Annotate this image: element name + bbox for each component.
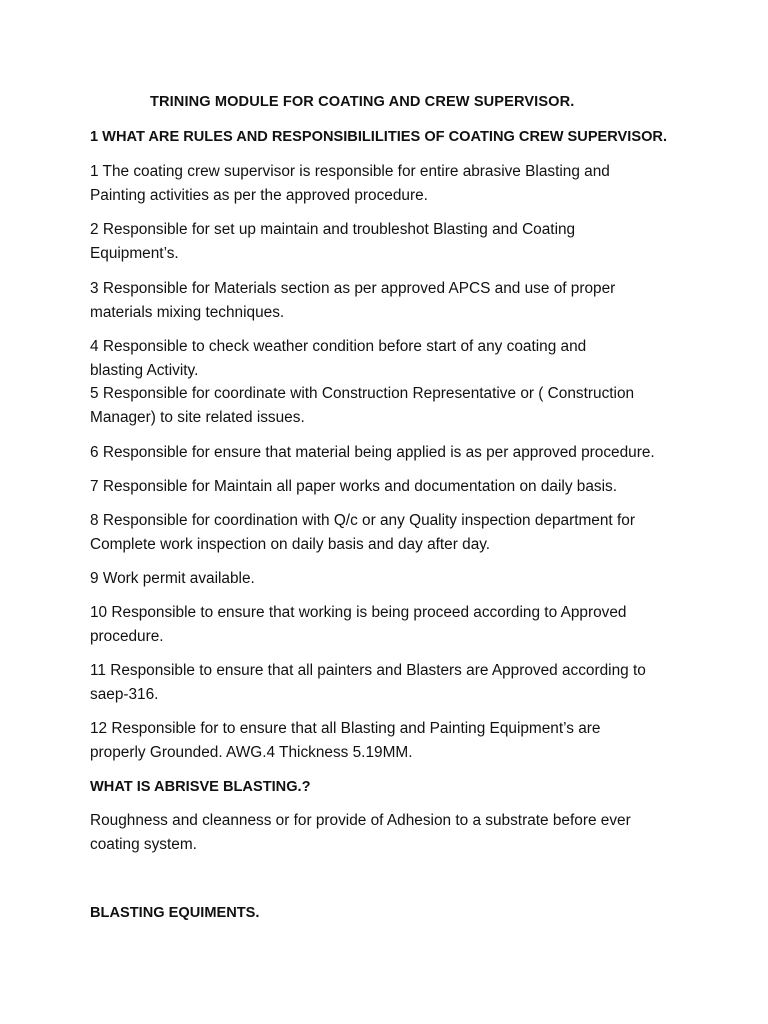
list-item-12-line-2: properly Grounded. AWG.4 Thickness 5.19MM. — [90, 743, 413, 761]
list-item-9-line-1: 9 Work permit available. — [90, 570, 255, 587]
list-item-10-line-1: 10 Responsible to ensure that working is being proceed according to Approved — [90, 604, 627, 621]
list-item-1-line-1: 1 The coating crew supervisor is responsible for entire abrasive Blasting and — [90, 163, 610, 180]
list-item-3-line-2: materials mixing techniques. — [90, 303, 285, 321]
list-item-8-line-2: Complete work inspection on daily basis and day after day. — [90, 535, 491, 553]
list-item-6-line-1: 6 Responsible for ensure that material being applied is as per approved procedure. — [90, 444, 655, 461]
list-item-8-line-1: 8 Responsible for coordination with Q/c or any Quality inspection department for — [90, 512, 635, 529]
list-item-1 — [90, 160, 730, 207]
list-item-8 — [90, 509, 730, 556]
list-item-1-line-2: Painting activities as per the approved procedure. — [90, 186, 428, 204]
list-item-5-line-1: 5 Responsible for coordinate with Construction Representative or ( Construction — [90, 385, 635, 402]
list-item-10-line-2: procedure. — [90, 627, 164, 645]
list-item-2-line-1: 2 Responsible for set up maintain and troubleshot Blasting and Coating — [90, 221, 576, 238]
list-item-7 — [90, 475, 730, 499]
document-title: TRINING MODULE FOR COATING AND CREW SUPERVISOR. — [150, 94, 575, 110]
list-item-3-line-1: 3 Responsible for Materials section as per approved APCS and use of proper — [90, 280, 616, 297]
list-item-2 — [90, 218, 730, 265]
question-heading-rules: 1 WHAT ARE RULES AND RESPONSIBILILITIES OF COATING CREW SUPERVISOR. — [90, 129, 668, 145]
list-item-12 — [90, 717, 730, 764]
answer-abrasive-blasting — [90, 809, 730, 856]
list-item-5-line-2: Manager) to site related issues. — [90, 408, 305, 426]
list-item-11-line-1: 11 Responsible to ensure that all painters and Blasters are Approved according to — [90, 662, 646, 679]
section-heading-blasting-equipments: BLASTING EQUIMENTS. — [90, 905, 260, 921]
list-item-11 — [90, 659, 730, 706]
answer-line-1: Roughness and cleanness or for provide of Adhesion to a substrate before ever — [90, 812, 631, 829]
list-item-4-line-1: 4 Responsible to check weather condition before start of any coating and — [90, 338, 587, 355]
list-item-12-line-1: 12 Responsible for to ensure that all Blasting and Painting Equipment’s are — [90, 720, 601, 737]
list-item-10 — [90, 601, 730, 648]
list-item-3 — [90, 277, 730, 324]
list-item-11-line-2: saep-316. — [90, 685, 159, 703]
list-item-9 — [90, 567, 730, 591]
list-item-4-line-2: blasting Activity. — [90, 361, 199, 379]
list-item-6 — [90, 441, 730, 465]
list-item-2-line-2: Equipment’s. — [90, 244, 179, 262]
question-heading-abrasive-blasting: WHAT IS ABRISVE BLASTING.? — [90, 779, 311, 795]
answer-line-2: coating system. — [90, 835, 197, 853]
list-item-7-line-1: 7 Responsible for Maintain all paper works and documentation on daily basis. — [90, 478, 618, 495]
list-item-4-5 — [90, 335, 730, 429]
